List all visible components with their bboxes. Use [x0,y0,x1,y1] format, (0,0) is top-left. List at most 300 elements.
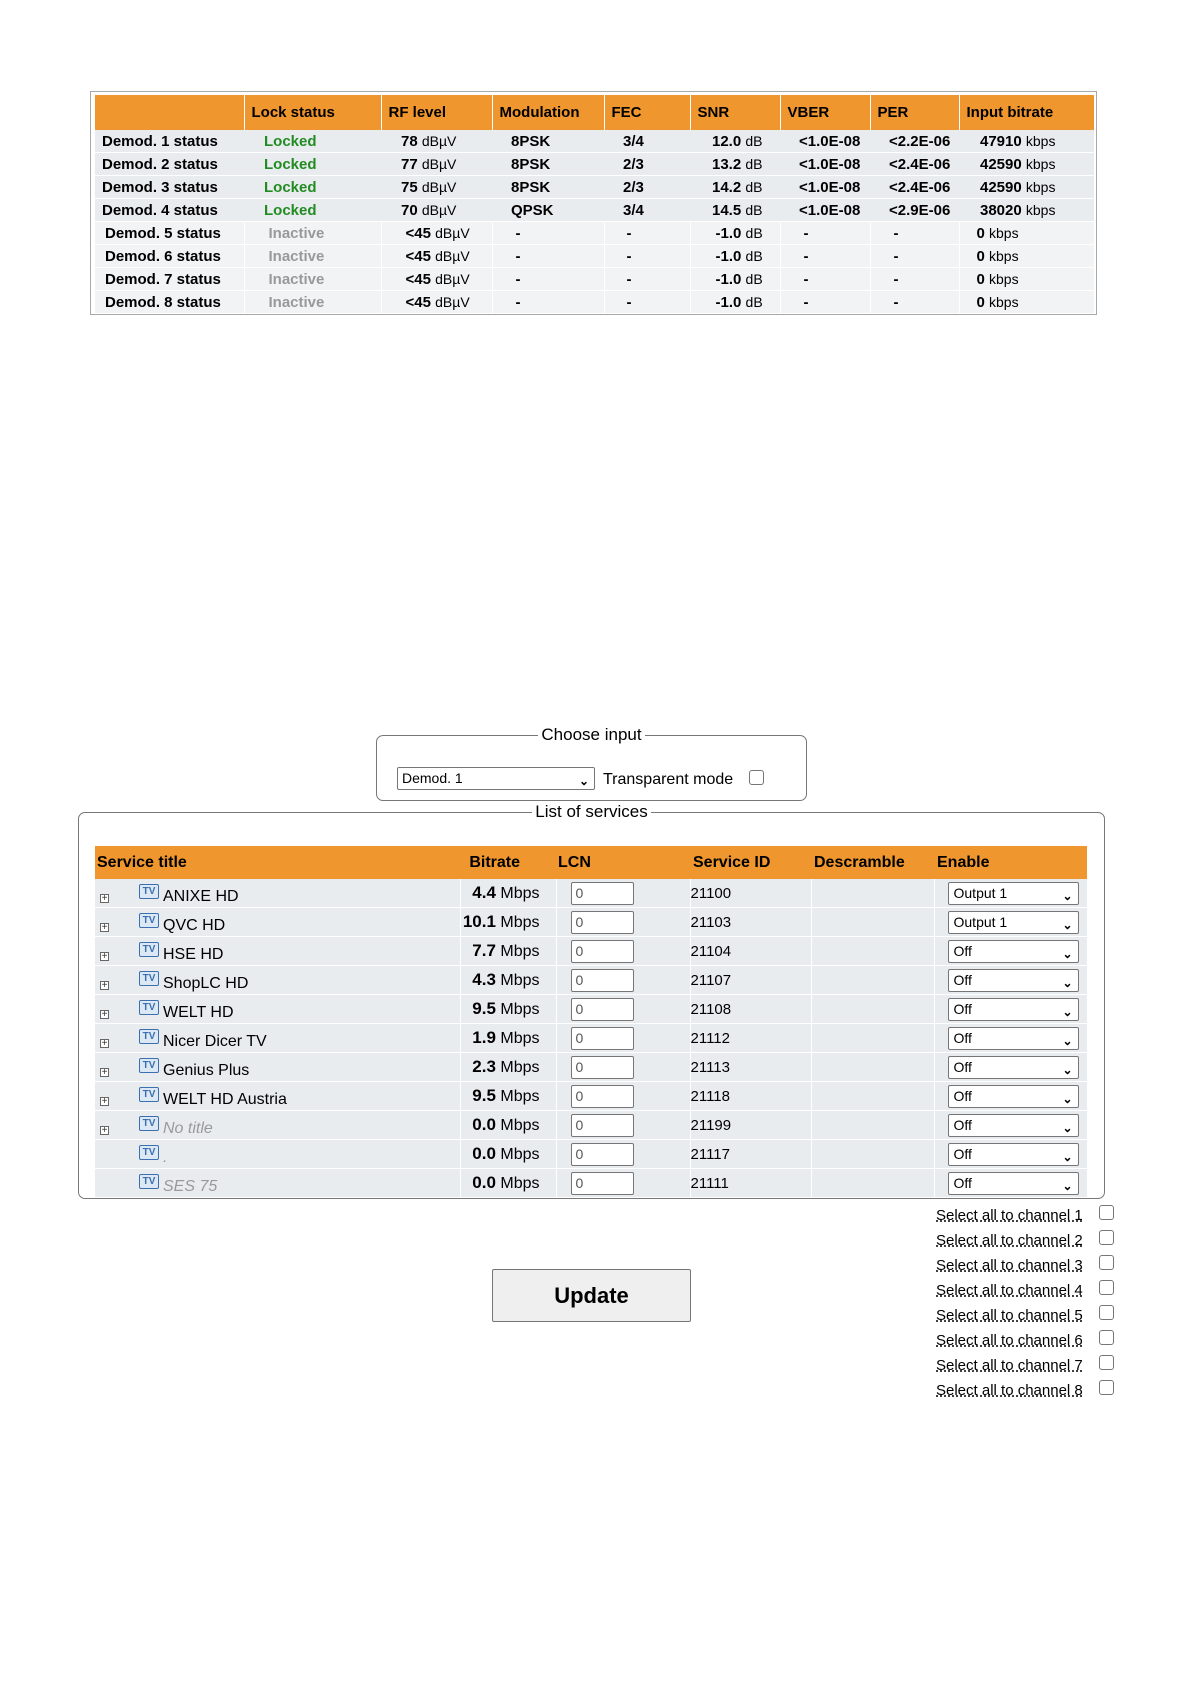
enable-cell [934,1140,1087,1169]
bitrate-unit: kbps [1025,201,1056,218]
services-col-header: Descramble [811,846,934,879]
bitrate-cell [460,879,556,908]
status-col-header: SNR [690,95,780,130]
choose-input-group [376,725,807,801]
chevron-down-icon: ⌄ [578,774,589,788]
service-id: 21118 [690,1082,811,1111]
bitrate-unit: kbps [989,270,1019,287]
demod-label: Demod. 3 status [95,176,244,199]
snr-cell [690,268,780,291]
select-all-row [936,1305,1116,1330]
select-all-checkbox[interactable] [1099,1355,1114,1370]
per: <2.2E-06 [870,130,959,153]
services-col-header: Bitrate [460,846,556,879]
vber: <1.0E-08 [780,130,870,153]
status-col-header: Modulation [492,95,604,130]
lcn-input[interactable]: 0 [571,940,634,963]
fec: 2/3 [604,176,690,199]
lcn-input[interactable]: 0 [571,1172,634,1195]
rf-unit: dBµV [421,132,457,149]
tv-icon: TV [139,1145,159,1160]
lcn-cell [556,1111,690,1140]
snr-value: -1.0 [715,247,742,265]
fec: 2/3 [604,153,690,176]
select-all-link[interactable]: Select all to channel 1 [936,1207,1083,1224]
demod-label: Demod. 4 status [95,199,244,222]
service-row [95,1082,1087,1111]
bitrate-value: 42590 [980,178,1022,196]
expand-wrap [95,888,109,906]
snr-unit: dB [745,224,763,241]
service-bitrate: 10.1 [462,912,496,931]
tv-icon: TV [139,884,159,899]
lock-status: Locked [264,178,317,196]
rf-cell [381,176,492,199]
chevron-down-icon: ⌄ [1062,917,1073,932]
chevron-down-icon: ⌄ [1062,1178,1073,1193]
chevron-down-icon: ⌄ [1062,888,1073,903]
enable-value: Off [953,942,972,959]
bitrate-cell [959,130,1094,153]
status-row [95,268,1094,291]
lock-status: Inactive [268,247,325,265]
select-all-link[interactable]: Select all to channel 2 [936,1232,1083,1249]
tv-icon: TV [139,1174,159,1189]
snr-value: -1.0 [715,293,742,311]
lcn-input[interactable]: 0 [571,1027,634,1050]
modulation: 8PSK [492,130,604,153]
enable-select[interactable] [948,882,1079,905]
service-bitrate-unit: Mbps [500,1088,540,1105]
status-row [95,176,1094,199]
expand-icon[interactable]: + [101,1038,108,1049]
choose-input-legend: Choose input [541,725,642,744]
snr-cell [690,130,780,153]
rf-unit: dBµV [435,224,470,241]
select-all-checkbox[interactable] [1099,1330,1114,1345]
bitrate-unit: kbps [1025,155,1056,172]
tv-icon: TV [139,913,159,928]
bitrate-cell [959,222,1094,245]
rf-cell [381,268,492,291]
enable-select[interactable] [948,940,1079,963]
per: <2.4E-06 [870,153,959,176]
lcn-input[interactable]: 0 [571,1143,634,1166]
modulation: - [492,291,604,314]
services-col-header: Enable [934,846,1087,879]
modulation: - [492,245,604,268]
per: - [870,222,959,245]
expand-icon[interactable]: + [101,893,108,904]
demod-label: Demod. 7 status [95,268,244,291]
enable-value: Off [953,1145,972,1162]
service-title: SES 75 [163,1178,218,1195]
fec: - [604,291,690,314]
select-all-checkbox[interactable] [1099,1380,1114,1395]
transparent-mode-checkbox[interactable] [749,770,764,785]
enable-select[interactable] [948,1172,1079,1195]
enable-cell [934,1024,1087,1053]
rf-value: 75 [401,178,418,196]
expand-icon[interactable]: + [101,1067,108,1078]
service-id: 21108 [690,995,811,1024]
rf-cell [381,199,492,222]
enable-value: Off [953,1029,972,1046]
service-row [95,1111,1087,1140]
service-bitrate-unit: Mbps [500,1117,540,1134]
lock-cell [244,291,381,314]
bitrate-value: 0 [976,293,985,311]
enable-cell [934,1082,1087,1111]
snr-value: 12.0 [712,132,742,150]
bitrate-cell [959,245,1094,268]
status-row [95,130,1094,153]
lcn-cell [556,995,690,1024]
bitrate-value: 0 [976,224,985,242]
service-bitrate-unit: Mbps [500,972,540,989]
lcn-cell [556,937,690,966]
service-bitrate: 4.4 [472,883,496,902]
chevron-down-icon: ⌄ [1062,975,1073,990]
enable-select[interactable] [948,1027,1079,1050]
update-button[interactable]: Update [492,1269,691,1322]
service-row [95,879,1087,908]
vber: - [780,291,870,314]
tv-icon: TV [139,942,159,957]
services-header-row [95,846,1087,879]
enable-select[interactable] [948,911,1079,934]
enable-cell [934,995,1087,1024]
service-bitrate-unit: Mbps [500,943,540,960]
chevron-down-icon: ⌄ [1062,1033,1073,1048]
status-row [95,291,1094,314]
expand-wrap [95,975,109,993]
lcn-cell [556,1024,690,1053]
fec: - [604,268,690,291]
rf-unit: dBµV [435,270,470,287]
demod-status-table [95,95,1095,314]
enable-select[interactable] [948,1056,1079,1079]
tv-icon: TV [139,971,159,986]
lcn-cell [556,1053,690,1082]
descramble-cell [811,937,934,966]
bitrate-cell [460,1082,556,1111]
snr-cell [690,199,780,222]
expand-wrap [95,946,109,964]
status-col-header: VBER [780,95,870,130]
select-all-link[interactable]: Select all to channel 6 [936,1332,1083,1349]
descramble-cell [811,908,934,937]
tv-wrap [139,970,159,988]
expand-wrap [95,917,109,935]
service-title: No title [163,1120,213,1137]
select-all-row [936,1280,1116,1305]
descramble-cell [811,1140,934,1169]
descramble-cell [811,995,934,1024]
service-bitrate-unit: Mbps [500,1146,540,1163]
snr-unit: dB [745,270,763,287]
service-title: ShopLC HD [163,975,249,992]
select-all-row [936,1255,1116,1280]
service-title: HSE HD [163,946,224,963]
tv-icon: TV [139,1000,159,1015]
service-bitrate-unit: Mbps [500,1030,540,1047]
demod-label: Demod. 5 status [95,222,244,245]
expand-wrap [95,1004,109,1022]
service-id: 21103 [690,908,811,937]
rf-unit: dBµV [421,155,457,172]
rf-unit: dBµV [421,201,457,218]
tv-icon: TV [139,1116,159,1131]
bitrate-unit: kbps [989,293,1019,310]
list-of-services-group [78,802,1105,1199]
service-bitrate: 2.3 [472,1057,496,1076]
enable-select[interactable] [948,1143,1079,1166]
select-all-link[interactable]: Select all to channel 8 [936,1382,1083,1399]
status-col-header: RF level [381,95,492,130]
bitrate-cell [959,176,1094,199]
bitrate-value: 0 [976,270,985,288]
expand-icon[interactable]: + [101,1009,108,1020]
service-id: 21112 [690,1024,811,1053]
enable-cell [934,1053,1087,1082]
tv-wrap [139,912,159,930]
lcn-input[interactable]: 0 [571,1114,634,1137]
snr-cell [690,153,780,176]
vber: <1.0E-08 [780,199,870,222]
select-all-link[interactable]: Select all to channel 3 [936,1257,1083,1274]
tv-wrap [139,883,159,901]
services-table [95,846,1088,1198]
bitrate-cell [460,1140,556,1169]
expand-icon[interactable]: + [101,951,108,962]
rf-unit: dBµV [421,178,457,195]
enable-cell [934,1111,1087,1140]
lock-status: Inactive [268,270,325,288]
lcn-input[interactable]: 0 [571,998,634,1021]
select-all-row [936,1355,1116,1380]
service-bitrate: 9.5 [472,1086,496,1105]
enable-select[interactable] [948,969,1079,992]
demod-label: Demod. 1 status [95,130,244,153]
descramble-cell [811,1024,934,1053]
snr-unit: dB [745,247,763,264]
bitrate-cell [460,1111,556,1140]
select-all-link[interactable]: Select all to channel 5 [936,1307,1083,1324]
select-all-link[interactable]: Select all to channel 7 [936,1357,1083,1374]
service-title: ANIXE HD [163,888,239,905]
service-title: WELT HD Austria [163,1091,287,1108]
fec: - [604,245,690,268]
tv-wrap [139,1057,159,1075]
service-title: . [163,1149,168,1166]
bitrate-cell [959,291,1094,314]
enable-select[interactable] [948,998,1079,1021]
per: <2.4E-06 [870,176,959,199]
snr-value: -1.0 [715,270,742,288]
service-id: 21100 [690,879,811,908]
service-title-cell [95,879,460,908]
enable-cell [934,879,1087,908]
service-row [95,966,1087,995]
bitrate-cell [460,995,556,1024]
bitrate-cell [460,1053,556,1082]
modulation: 8PSK [492,153,604,176]
service-title: WELT HD [163,1004,234,1021]
enable-value: Off [953,1116,972,1133]
status-row [95,245,1094,268]
vber: - [780,268,870,291]
snr-cell [690,222,780,245]
input-select-value: Demod. 1 [402,770,463,786]
lcn-input[interactable]: 0 [571,882,634,905]
service-row [95,1140,1087,1169]
service-bitrate-unit: Mbps [500,885,540,902]
lcn-input[interactable]: 0 [571,1085,634,1108]
rf-value: <45 [405,247,431,265]
lcn-cell [556,879,690,908]
snr-unit: dB [745,293,763,310]
rf-unit: dBµV [435,247,470,264]
enable-value: Off [953,1000,972,1017]
per: <2.9E-06 [870,199,959,222]
per: - [870,245,959,268]
service-id: 21113 [690,1053,811,1082]
snr-unit: dB [745,201,763,218]
service-title-cell [95,1140,460,1169]
bitrate-unit: kbps [989,224,1019,241]
service-row [95,908,1087,937]
snr-cell [690,176,780,199]
service-row [95,1053,1087,1082]
rf-cell [381,222,492,245]
tv-icon: TV [139,1029,159,1044]
lcn-input[interactable]: 0 [571,1056,634,1079]
service-id: 21104 [690,937,811,966]
service-title-cell [95,1082,460,1111]
expand-icon[interactable]: + [101,1096,108,1107]
chevron-down-icon: ⌄ [1062,1062,1073,1077]
modulation: - [492,268,604,291]
lcn-cell [556,966,690,995]
service-bitrate: 0.0 [472,1173,496,1192]
descramble-cell [811,1111,934,1140]
service-title-cell [95,1169,460,1198]
descramble-cell [811,1082,934,1111]
enable-cell [934,1169,1087,1198]
bitrate-unit: kbps [989,247,1019,264]
rf-cell [381,245,492,268]
services-col-header: Service title [95,846,460,879]
status-header-row [95,95,1094,130]
service-title: Genius Plus [163,1062,250,1079]
enable-select[interactable] [948,1114,1079,1137]
lock-status: Locked [264,155,317,173]
tv-wrap [139,999,159,1017]
enable-select[interactable] [948,1085,1079,1108]
select-all-checkbox[interactable] [1099,1205,1114,1220]
status-col-header: Input bitrate [959,95,1094,130]
status-col-header: FEC [604,95,690,130]
lock-status: Inactive [268,293,325,311]
service-bitrate-unit: Mbps [500,914,540,931]
rf-unit: dBµV [435,293,470,310]
chevron-down-icon: ⌄ [1062,1004,1073,1019]
fec: 3/4 [604,199,690,222]
lock-status: Inactive [268,224,325,242]
tv-wrap [139,1173,159,1191]
service-title-cell [95,995,460,1024]
tv-wrap [139,941,159,959]
modulation: - [492,222,604,245]
expand-wrap [95,1091,109,1109]
chevron-down-icon: ⌄ [1062,1091,1073,1106]
service-title-cell [95,937,460,966]
snr-value: 13.2 [712,155,742,173]
descramble-cell [811,1169,934,1198]
bitrate-unit: kbps [1025,132,1056,149]
rf-cell [381,153,492,176]
enable-value: Output 1 [953,884,1008,901]
bitrate-value: 0 [976,247,985,265]
services-legend: List of services [535,802,648,821]
bitrate-cell [460,966,556,995]
select-all-checkbox[interactable] [1099,1305,1114,1320]
lcn-cell [556,1082,690,1111]
bitrate-unit: kbps [1025,178,1056,195]
modulation: QPSK [492,199,604,222]
lock-cell [244,130,381,153]
snr-unit: dB [745,155,763,172]
descramble-cell [811,1053,934,1082]
select-all-checkbox[interactable] [1099,1280,1114,1295]
enable-cell [934,966,1087,995]
tv-icon: TV [139,1087,159,1102]
tv-wrap [139,1115,159,1133]
descramble-cell [811,879,934,908]
expand-icon[interactable]: + [101,922,108,933]
per: - [870,291,959,314]
bitrate-cell [460,1024,556,1053]
select-all-checkbox[interactable] [1099,1255,1114,1270]
vber: - [780,245,870,268]
rf-cell [381,130,492,153]
rf-value: 77 [401,155,418,173]
select-all-row [936,1380,1116,1405]
input-select[interactable] [397,767,595,790]
select-all-checkbox[interactable] [1099,1230,1114,1245]
expand-icon[interactable]: + [101,980,108,991]
select-all-link[interactable]: Select all to channel 4 [936,1282,1083,1299]
expand-wrap [95,1033,109,1051]
rf-value: <45 [405,293,431,311]
service-id: 21111 [690,1169,811,1198]
lock-cell [244,176,381,199]
lock-cell [244,245,381,268]
enable-value: Output 1 [953,913,1008,930]
services-col-header: Service ID [690,846,811,879]
bitrate-cell [959,199,1094,222]
vber: <1.0E-08 [780,153,870,176]
lcn-input[interactable]: 0 [571,911,634,934]
lcn-input[interactable]: 0 [571,969,634,992]
service-row [95,995,1087,1024]
expand-icon[interactable]: + [101,1125,108,1136]
select-all-row [936,1205,1116,1230]
lcn-cell [556,1169,690,1198]
bitrate-value: 38020 [980,201,1022,219]
service-title-cell [95,1111,460,1140]
